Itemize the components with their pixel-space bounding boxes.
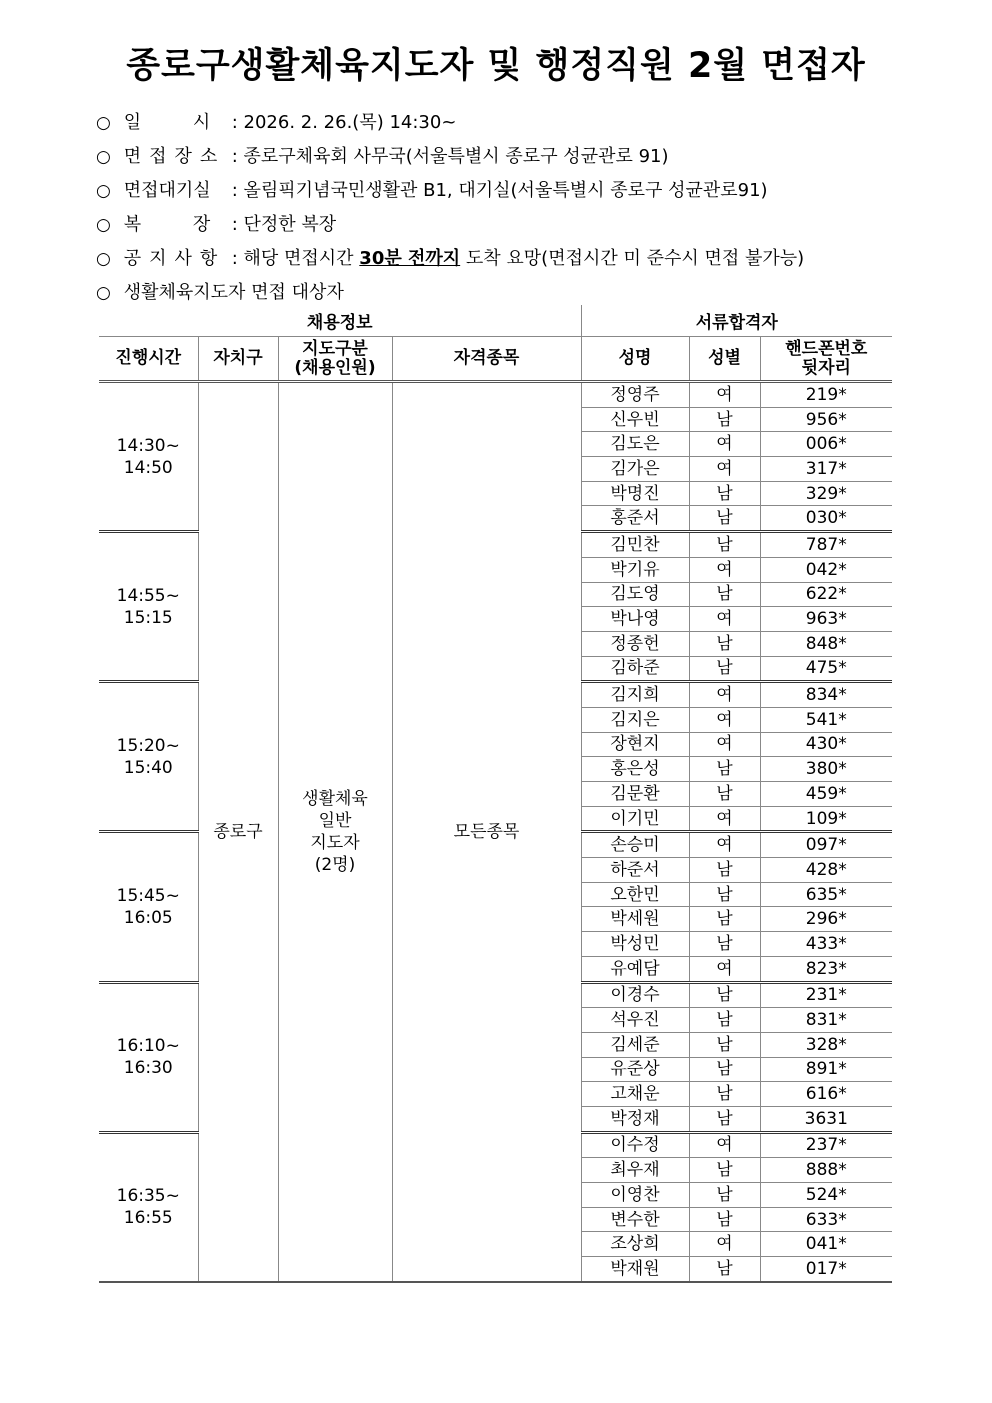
table-header-row xyxy=(99,337,892,382)
gender-cell: 남 xyxy=(689,882,760,907)
gender-cell: 남 xyxy=(689,656,760,682)
info-line-location xyxy=(96,142,669,168)
phone-cell: 231* xyxy=(760,982,892,1008)
name-cell: 김문환 xyxy=(581,782,689,807)
interview-table xyxy=(99,305,892,1283)
info-text: 도착 요망(면접시간 미 준수시 면접 불가능) xyxy=(460,248,805,269)
phone-cell: 888* xyxy=(760,1158,892,1183)
category-line: 지도자 xyxy=(310,832,360,853)
time-slot xyxy=(99,532,198,682)
time-start: 14:30~ xyxy=(116,435,180,456)
name-cell: 이영찬 xyxy=(581,1183,689,1208)
category-line: 일반 xyxy=(318,810,352,831)
category-header-line1: 지도구분 xyxy=(302,338,368,359)
name-cell: 조상희 xyxy=(581,1232,689,1257)
page-title: 종로구생활체육지도자 및 행정직원 2월 면접자 xyxy=(126,46,866,86)
info-line-notice xyxy=(96,244,804,270)
time-start: 14:55~ xyxy=(116,585,180,606)
name-cell: 박세원 xyxy=(581,907,689,932)
phone-cell: 848* xyxy=(760,631,892,656)
phone-cell: 006* xyxy=(760,432,892,457)
phone-cell: 616* xyxy=(760,1082,892,1107)
bullet-circle: ○ xyxy=(96,147,111,167)
bullet-circle: ○ xyxy=(96,283,111,303)
phone-cell: 329* xyxy=(760,481,892,506)
sport-header: 자격종목 xyxy=(392,337,581,382)
gender-cell: 남 xyxy=(689,982,760,1008)
phone-cell: 109* xyxy=(760,806,892,832)
phone-cell: 622* xyxy=(760,582,892,607)
phone-cell: 831* xyxy=(760,1008,892,1033)
gender-cell: 남 xyxy=(689,858,760,883)
phone-cell: 956* xyxy=(760,407,892,432)
info-label: 복 장 xyxy=(123,214,215,235)
phone-cell: 428* xyxy=(760,858,892,883)
time-header: 진행시간 xyxy=(99,337,198,382)
info-line-target xyxy=(96,278,344,304)
gender-cell: 남 xyxy=(689,631,760,656)
bullet-circle: ○ xyxy=(96,215,111,235)
info-label: 공지사항 xyxy=(123,248,226,269)
phone-cell: 430* xyxy=(760,732,892,757)
time-slot xyxy=(99,832,198,982)
phone-header xyxy=(760,337,892,382)
time-slot xyxy=(99,1132,198,1282)
phone-cell: 219* xyxy=(760,382,892,408)
name-cell: 박정재 xyxy=(581,1106,689,1132)
name-cell: 유준상 xyxy=(581,1057,689,1082)
name-cell: 최우재 xyxy=(581,1158,689,1183)
gender-cell: 여 xyxy=(689,806,760,832)
gender-cell: 남 xyxy=(689,1032,760,1057)
name-cell: 오한민 xyxy=(581,882,689,907)
gender-cell: 여 xyxy=(689,1232,760,1257)
name-cell: 변수한 xyxy=(581,1207,689,1232)
gender-cell: 여 xyxy=(689,1132,760,1158)
gender-cell: 남 xyxy=(689,532,760,558)
phone-cell: 635* xyxy=(760,882,892,907)
info-line-datetime xyxy=(96,108,456,134)
gender-header: 성별 xyxy=(689,337,760,382)
district-cell: 종로구 xyxy=(198,382,278,1282)
phone-cell: 459* xyxy=(760,782,892,807)
phone-cell: 017* xyxy=(760,1257,892,1282)
time-slot xyxy=(99,982,198,1132)
name-cell: 박명진 xyxy=(581,481,689,506)
time-start: 16:10~ xyxy=(116,1036,180,1057)
phone-header-line2: 뒷자리 xyxy=(801,357,851,378)
info-text: : 올림픽기념국민생활관 B1, 대기실(서울특별시 종로구 성균관로91) xyxy=(231,180,768,201)
name-cell: 석우진 xyxy=(581,1008,689,1033)
gender-cell: 여 xyxy=(689,956,760,982)
notice-emphasis: 30분 전까지 xyxy=(359,248,461,269)
table-row xyxy=(99,382,892,408)
name-cell: 김민찬 xyxy=(581,532,689,558)
name-cell: 이기민 xyxy=(581,806,689,832)
name-cell: 박재원 xyxy=(581,1257,689,1282)
name-cell: 신우빈 xyxy=(581,407,689,432)
gender-cell: 여 xyxy=(689,382,760,408)
phone-cell: 823* xyxy=(760,956,892,982)
gender-cell: 남 xyxy=(689,506,760,532)
phone-cell: 475* xyxy=(760,656,892,682)
district-header: 자치구 xyxy=(198,337,278,382)
gender-cell: 남 xyxy=(689,407,760,432)
phone-header-line1: 핸드폰번호 xyxy=(785,338,868,359)
gender-cell: 남 xyxy=(689,1008,760,1033)
name-cell: 김지은 xyxy=(581,707,689,732)
bullet-circle: ○ xyxy=(96,181,111,201)
info-label: 면접장소 xyxy=(123,146,226,167)
gender-cell: 남 xyxy=(689,907,760,932)
name-cell: 김세준 xyxy=(581,1032,689,1057)
info-text: : 해당 면접시간 xyxy=(231,248,360,269)
info-text: 생활체육지도자 면접 대상자 xyxy=(123,282,344,303)
phone-cell: 633* xyxy=(760,1207,892,1232)
gender-cell: 남 xyxy=(689,757,760,782)
name-cell: 박기유 xyxy=(581,557,689,582)
gender-cell: 남 xyxy=(689,1057,760,1082)
time-end: 16:30 xyxy=(123,1058,173,1079)
category-line: (2명) xyxy=(314,854,356,875)
name-cell: 김가은 xyxy=(581,457,689,482)
gender-cell: 남 xyxy=(689,932,760,957)
phone-cell: 963* xyxy=(760,607,892,632)
passed-header: 서류합격자 xyxy=(581,305,892,337)
name-cell: 이수정 xyxy=(581,1132,689,1158)
phone-cell: 3631 xyxy=(760,1106,892,1132)
gender-cell: 남 xyxy=(689,1257,760,1282)
info-label: 일 시 xyxy=(123,112,215,133)
name-cell: 김도영 xyxy=(581,582,689,607)
name-cell: 장현지 xyxy=(581,732,689,757)
time-start: 15:45~ xyxy=(116,885,180,906)
time-end: 14:50 xyxy=(123,457,173,478)
sport-cell: 모든종목 xyxy=(392,382,581,1282)
gender-cell: 남 xyxy=(689,1106,760,1132)
gender-cell: 여 xyxy=(689,732,760,757)
name-cell: 박나영 xyxy=(581,607,689,632)
info-text: : 종로구체육회 사무국(서울특별시 종로구 성균관로 91) xyxy=(231,146,669,167)
phone-cell: 433* xyxy=(760,932,892,957)
bullet-circle: ○ xyxy=(96,249,111,269)
category-cell xyxy=(278,382,392,1282)
category-line: 생활체육 xyxy=(302,788,368,809)
phone-cell: 042* xyxy=(760,557,892,582)
time-slot xyxy=(99,382,198,532)
name-cell: 홍준서 xyxy=(581,506,689,532)
phone-cell: 380* xyxy=(760,757,892,782)
gender-cell: 남 xyxy=(689,1082,760,1107)
info-text: : 2026. 2. 26.(목) 14:30~ xyxy=(231,112,457,133)
gender-cell: 여 xyxy=(689,607,760,632)
time-slot xyxy=(99,682,198,832)
phone-cell: 891* xyxy=(760,1057,892,1082)
time-end: 16:05 xyxy=(123,907,173,928)
name-cell: 김지희 xyxy=(581,682,689,708)
phone-cell: 317* xyxy=(760,457,892,482)
phone-cell: 097* xyxy=(760,832,892,858)
phone-cell: 041* xyxy=(760,1232,892,1257)
gender-cell: 여 xyxy=(689,557,760,582)
name-cell: 유예담 xyxy=(581,956,689,982)
phone-cell: 328* xyxy=(760,1032,892,1057)
gender-cell: 여 xyxy=(689,432,760,457)
name-cell: 손승미 xyxy=(581,832,689,858)
bullet-circle: ○ xyxy=(96,113,111,133)
info-line-waiting-room xyxy=(96,176,768,202)
gender-cell: 남 xyxy=(689,1207,760,1232)
category-header xyxy=(278,337,392,382)
phone-cell: 834* xyxy=(760,682,892,708)
name-cell: 김도은 xyxy=(581,432,689,457)
gender-cell: 여 xyxy=(689,457,760,482)
name-cell: 박성민 xyxy=(581,932,689,957)
time-start: 15:20~ xyxy=(116,735,180,756)
name-cell: 정종헌 xyxy=(581,631,689,656)
gender-cell: 남 xyxy=(689,582,760,607)
hiring-info-header: 채용정보 xyxy=(99,305,581,337)
time-start: 16:35~ xyxy=(116,1186,180,1207)
name-cell: 김하준 xyxy=(581,656,689,682)
phone-cell: 237* xyxy=(760,1132,892,1158)
phone-cell: 524* xyxy=(760,1183,892,1208)
phone-cell: 787* xyxy=(760,532,892,558)
name-cell: 홍은성 xyxy=(581,757,689,782)
time-end: 16:55 xyxy=(123,1208,173,1229)
gender-cell: 여 xyxy=(689,832,760,858)
table-group-header-row xyxy=(99,305,892,337)
info-text: : 단정한 복장 xyxy=(231,214,337,235)
phone-cell: 541* xyxy=(760,707,892,732)
info-line-dress xyxy=(96,210,336,236)
time-end: 15:40 xyxy=(123,757,173,778)
name-cell: 하준서 xyxy=(581,858,689,883)
phone-cell: 030* xyxy=(760,506,892,532)
name-cell: 고채운 xyxy=(581,1082,689,1107)
name-header: 성명 xyxy=(581,337,689,382)
gender-cell: 여 xyxy=(689,707,760,732)
gender-cell: 남 xyxy=(689,481,760,506)
info-label: 면접대기실 xyxy=(123,180,211,201)
name-cell: 이경수 xyxy=(581,982,689,1008)
phone-cell: 296* xyxy=(760,907,892,932)
time-end: 15:15 xyxy=(123,607,173,628)
name-cell: 정영주 xyxy=(581,382,689,408)
gender-cell: 여 xyxy=(689,682,760,708)
gender-cell: 남 xyxy=(689,1183,760,1208)
gender-cell: 남 xyxy=(689,782,760,807)
category-header-line2: (채용인원) xyxy=(294,357,376,378)
gender-cell: 남 xyxy=(689,1158,760,1183)
